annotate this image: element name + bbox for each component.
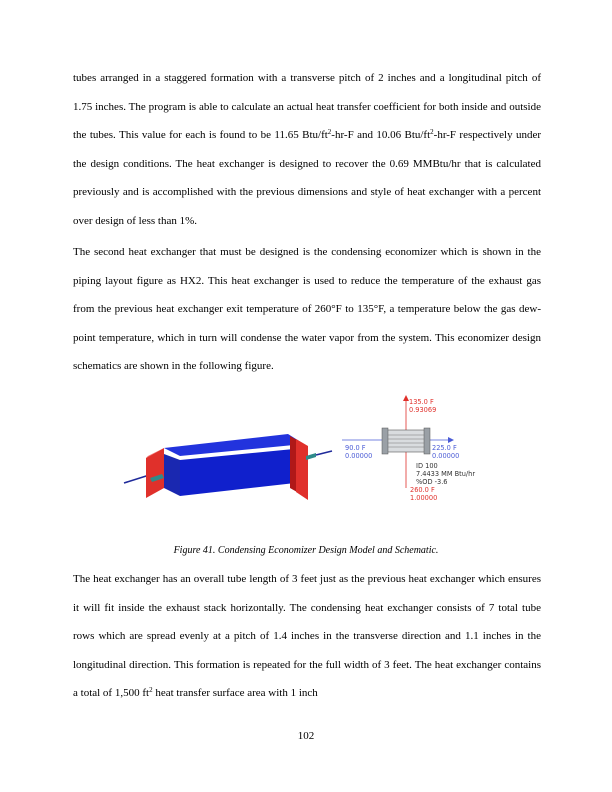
paragraph-2: The second heat exchanger that must be designed is the condensing economizer which is shown in the piping layout figure as HX2. This heat exchanger is used to reduce the temperature of the exhaust gas from the previous heat exchanger exit temperature of 260°F to 135°F, a temperature below the gas dew-point temperature, which in turn will condense the water vapor from the system. This economizer design schematics are shown in the following figure.	[73, 246, 541, 372]
right-temp: 225.0 F	[432, 444, 457, 452]
left-header	[146, 448, 164, 498]
hx-overdesign: %OD -3.6	[416, 478, 448, 486]
right-frac: 0.00000	[432, 452, 460, 460]
hx-duty: 7.4433 MM Btu/hr	[416, 470, 476, 478]
hx-box	[386, 430, 426, 452]
bottom-temp: 260.0 F	[410, 486, 435, 494]
economizer-3d-model	[124, 434, 332, 500]
paragraph-1: tubes arranged in a staggered formation with a transverse pitch of 2 inches and a longitudinal pitch of 1.75 inches. The program is able to calculate an actual heat transfer coefficient for both inside and outside the tubes. This value for each is found to be 11.65 Btu/$ft^2-hr-F$ and 10.06 Btu/$ft^2-hr-F$ respectively under the design conditions. The heat exchanger is designed to recover the 0.69 MMBtu/hr that is calculated previously and is accomplished with the previous dimensions and style of heat exchanger with a percent over design of less than 1%.	[73, 72, 542, 227]
tube-bundle-front	[180, 448, 304, 496]
left-frac: 0.00000	[345, 452, 373, 460]
water-out-arrow-icon	[448, 437, 454, 443]
top-frac: 0.93069	[409, 406, 437, 414]
figure-caption: Figure 41. Condensing Economizer Design Model and Schematic.	[173, 545, 439, 556]
page-number: 102	[297, 730, 315, 742]
right-header	[296, 439, 308, 500]
left-temp: 90.0 F	[345, 444, 366, 452]
economizer-schematic	[342, 395, 475, 502]
gas-outlet-arrow	[316, 451, 332, 455]
paragraph-3: The heat exchanger has an overall tube length of 3 feet just as the previous heat exchanger which ensures it will fit inside the exhaust stack horizontally. The condensing heat exchanger consists of 7 total tube rows which are spread evenly at a pitch of 1.4 inches in the transverse direction and 1.1 inches in the longitudinal direction. This formation is repeated for the full width of 3 feet. The heat exchanger contains a total of 1,500 $ft^2$ heat transfer surface area with 1 inch	[73, 573, 541, 699]
bottom-frac: 1.00000	[410, 494, 438, 502]
top-temp: 135.0 F	[409, 398, 434, 406]
figure-41	[110, 392, 510, 522]
hx-id: ID 100	[416, 462, 438, 470]
